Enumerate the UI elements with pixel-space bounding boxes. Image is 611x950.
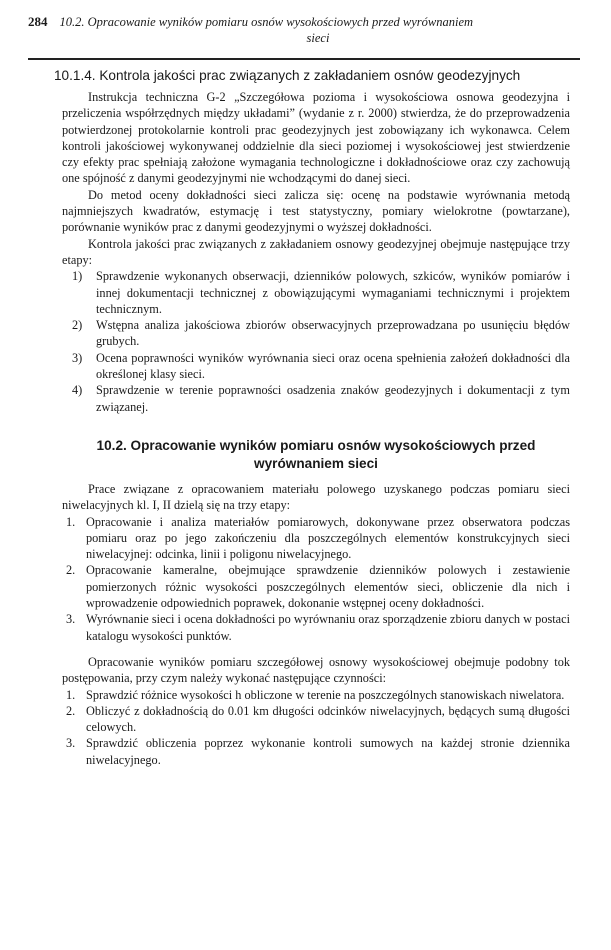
list-item-text: Opracowanie i analiza materiałów pomiarowych, dokonywane przez obserwatora podczas pomiaru oraz po jego zakończeniu dla poszczególnych elementów konstrukcyjnych sieci niwelacyjnej: odcinka, linii i poligonu niwelacyjnego. [86,514,570,562]
paragraph: Do metod oceny dokładności sieci zalicza się: ocenę na podstawie wyrównania metodą najmniejszych kwadratów, estymację i test statystyczny, pomiary wielokrotne (powtarzane), porównanie wyników prac z danymi geodezyjnymi o wyższej dokładności. [62,187,570,235]
list-item-number: 1. [66,514,76,529]
list-item-number: 2. [66,703,76,718]
subsection-heading: 10.1.4. Kontrola jakości prac związanych z zakładaniem osnów geodezyjnych [54,68,521,83]
list-item [62,735,570,768]
list-item [62,350,570,383]
list-item [62,562,570,611]
procedure-steps-list [62,687,570,768]
list-item-number: 4) [72,383,83,398]
list-item-number: 3. [66,736,76,751]
paragraph: Instrukcja techniczna G-2 „Szczegółowa pozioma i wysokościowa osnowa geodezyjna i przeliczenia współrzędnych między układami” (wydanie z r. 2000) stwierdza, że do przeprowadzenia potwierdzonej protokolarnie kontroli prac geodezyjnych jest zobowiązany ich wykonawca. Celem kontroli jakościowej wykonywanej oddzielnie dla sieci poziomej i wysokościowej jest stwierdzenie czy efekty prac spełniają założone wymagania technologiczne i dokładnościowe oraz czy zachowują one spójność z danymi geodezyjnymi nie wchodzącymi do danej sieci. [62,90,570,186]
list-item-text: Wstępna analiza jakościowa zbiorów obserwacyjnych przeprowadzana po usunięciu błędów grubych. [96,318,570,349]
section-heading [62,437,570,473]
page-header [28,14,588,46]
list-item-text: Opracowanie kameralne, obejmujące sprawdzenie dzienników polowych i zestawienie pomierzonych różnic wysokości poszczególnych elementów sieci, obliczenie dla nich i wprowadzenie odpowiednich poprawek, dokonanie wstępnej oceny dokładności. [86,563,570,611]
running-title: 10.2. Opracowanie wyników pomiaru osnów wysokościowych przed wyrównaniem [59,15,474,29]
section-heading-line: wyrównaniem sieci [254,455,378,471]
list-item-text: Ocena poprawności wyników wyrównania sieci oraz ocena spełnienia założeń dokładności dla określonej klasy sieci. [96,350,570,382]
section-heading-line: 10.2. Opracowanie wyników pomiaru osnów wysokościowych przed [96,437,536,453]
list-item-number: 3) [72,350,83,365]
page-number: 284 [28,14,48,29]
running-title-continuation: sieci [306,31,330,45]
list-item-number: 2. [66,563,76,578]
header-rule [28,58,580,60]
processing-stages-list [62,514,570,644]
list-item-text: Wyrównanie sieci i ocena dokładności po wyrównaniu oraz sporządzenie zbioru danych w postaci katalogu wysokości punktów. [86,612,570,643]
list-item [62,687,570,703]
list-item [62,317,570,350]
list-item [62,268,570,317]
list-item-number: 2) [72,318,83,333]
list-item-number: 3. [66,612,76,627]
page-body [54,64,570,768]
paragraph: Kontrola jakości prac związanych z zakładaniem osnowy geodezyjnej obejmuje następujące trzy etapy: [62,236,570,267]
list-item-text: Sprawdzić obliczenia poprzez wykonanie kontroli sumowych na każdej stronie dziennika niwelacyjnego. [86,736,570,767]
list-item [62,382,570,415]
paragraph: Opracowanie wyników pomiaru szczegółowej osnowy wysokościowej obejmuje podobny tok postępowania, przy czym należy wykonać następujące czynności: [62,654,570,686]
control-stages-list [62,268,570,415]
list-item-text: Sprawdzenie w terenie poprawności osadzenia znaków geodezyjnych i dokumentacji z tym związanej. [96,383,570,414]
paragraph: Prace związane z opracowaniem materiału polowego uzyskanego podczas pomiaru sieci niwelacyjnych kl. I, II dzielą się na trzy etapy: [62,481,570,513]
list-item-number: 1) [72,269,83,284]
list-item-text: Sprawdzenie wykonanych obserwacji, dzienników polowych, szkiców, wyników pomiarów i innej dokumentacji technicznej z obowiązującymi wymaganiami technicznymi i projektem technicznym. [96,269,570,316]
list-item [62,703,570,736]
list-item-text: Sprawdzić różnice wysokości h obliczone w terenie na poszczególnych stanowiskach niwelatora. [86,687,565,702]
list-item-text: Obliczyć z dokładnością do 0.01 km długości odcinków niwelacyjnych, będących sumą długości celowych. [86,703,570,735]
list-item [62,514,570,563]
list-item [62,611,570,644]
list-item-number: 1. [66,687,76,702]
